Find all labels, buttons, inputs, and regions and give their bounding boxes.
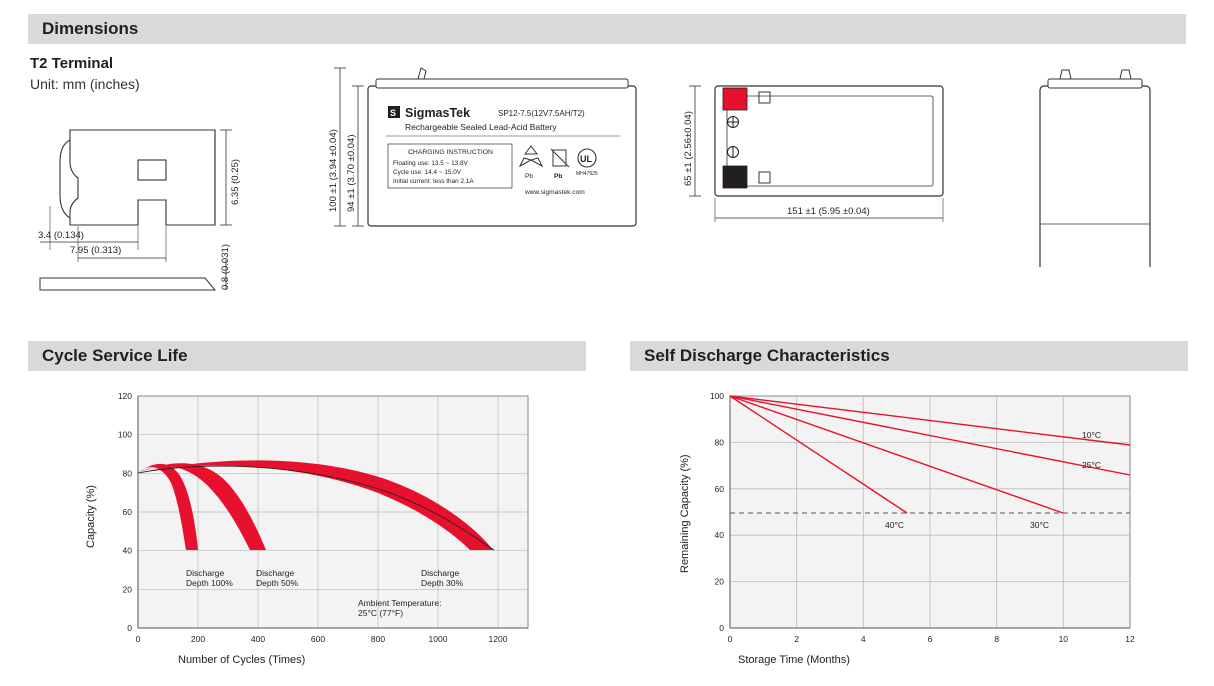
terminal-height-dim: 6.35 (0.25) (230, 159, 241, 205)
ul-icon (576, 149, 598, 177)
annot-depth-50-l2: Depth 50% (256, 578, 299, 588)
label-40c: 40°C (885, 520, 904, 530)
label-10c: 10°C (1082, 430, 1101, 440)
svg-text:8: 8 (994, 634, 1000, 644)
charging-line-3: Initial current: less than 2.1A (393, 178, 474, 185)
svg-text:400: 400 (250, 634, 266, 644)
battery-front-view (320, 62, 670, 267)
charging-line-2: Cycle use: 14.4 ~ 15.0V (393, 169, 462, 176)
annot-ambient-l1: Ambient Temperature: (358, 598, 442, 608)
front-case-height-dim: 94 ±1 (3.70 ±0.04) (346, 134, 357, 212)
svg-text:60: 60 (122, 507, 132, 517)
label-brand: SigmasTek (405, 106, 471, 120)
svg-text:800: 800 (370, 634, 386, 644)
dimensions-section-header (28, 14, 1186, 44)
ul-file: MH47925 (576, 171, 598, 177)
dimensions-section-title: Dimensions (42, 19, 139, 38)
cycle-service-life-chart (28, 378, 588, 668)
charging-title: CHARGING INSTRUCTION (408, 149, 493, 156)
top-depth-dim: 65 ±1 (2.56±0.04) (683, 111, 694, 186)
battery-side-view (1020, 62, 1190, 267)
terminal-width-small-dim: 3.4 (0.134) (38, 230, 84, 241)
charging-line-1: Floating use: 13.5 ~ 13.8V (393, 160, 468, 167)
top-length-dim: 151 ±1 (5.95 ±0.04) (787, 206, 870, 217)
svg-text:600: 600 (310, 634, 326, 644)
self-discharge-header (630, 341, 1188, 371)
cycle-xlabel: Number of Cycles (Times) (178, 654, 306, 666)
self-xlabel: Storage Time (Months) (738, 654, 850, 666)
svg-text:0: 0 (127, 623, 132, 633)
svg-text:0: 0 (135, 634, 141, 644)
annot-depth-30-l1: Discharge (421, 568, 460, 578)
svg-text:100: 100 (709, 391, 724, 401)
battery-top-view (675, 62, 965, 267)
svg-text:200: 200 (190, 634, 206, 644)
svg-text:0: 0 (719, 623, 724, 633)
positive-terminal (723, 88, 747, 110)
self-discharge-title: Self Discharge Characteristics (644, 346, 890, 365)
svg-text:2: 2 (794, 634, 800, 644)
label-website: www.sigmastek.com (525, 189, 585, 196)
cycle-service-life-title: Cycle Service Life (42, 346, 188, 365)
label-model: SP12-7.5(12V7.5AH/T2) (498, 109, 585, 118)
svg-text:20: 20 (122, 584, 132, 595)
svg-text:1200: 1200 (488, 634, 508, 644)
svg-text:4: 4 (860, 634, 866, 644)
svg-text:100: 100 (117, 429, 132, 440)
svg-text:20: 20 (714, 576, 724, 587)
annot-ambient-l2: 25°C (77°F) (358, 608, 404, 618)
annot-depth-30-l2: Depth 30% (421, 578, 464, 588)
label-subtitle: Rechargeable Sealed Lead-Acid Battery (405, 122, 557, 132)
terminal-drawing (30, 100, 290, 310)
terminal-width-mid-dim: 7.95 (0.313) (70, 245, 122, 256)
annot-depth-100-l2: Depth 100% (186, 578, 233, 588)
cycle-service-life-header (28, 341, 586, 371)
front-total-height-dim: 100 ±1 (3.94 ±0.04) (328, 129, 339, 212)
terminal-thickness-dim: 0.8 (0.031) (220, 244, 231, 290)
pb-text: Pb (554, 173, 563, 180)
label-25c: 25°C (1082, 460, 1101, 470)
svg-text:10: 10 (1058, 634, 1069, 644)
annot-depth-50-l1: Discharge (256, 568, 295, 578)
annot-depth-100-l1: Discharge (186, 568, 225, 578)
svg-text:40: 40 (714, 530, 724, 541)
cycle-ylabel: Capacity (%) (85, 485, 97, 548)
svg-text:0: 0 (727, 634, 733, 644)
svg-text:12: 12 (1125, 634, 1135, 644)
svg-text:80: 80 (122, 468, 132, 479)
t2-terminal-title: T2 Terminal (30, 55, 114, 72)
svg-text:60: 60 (714, 483, 724, 494)
svg-text:Pb: Pb (525, 173, 533, 180)
self-ylabel: Remaining Capacity (%) (679, 454, 691, 573)
svg-text:6: 6 (927, 634, 933, 644)
label-30c: 30°C (1030, 520, 1049, 530)
negative-terminal (723, 166, 747, 188)
svg-text:S: S (390, 108, 397, 118)
svg-text:120: 120 (117, 391, 132, 401)
svg-text:80: 80 (714, 437, 724, 448)
self-discharge-chart (630, 378, 1190, 668)
svg-text:1000: 1000 (428, 634, 448, 644)
svg-text:40: 40 (122, 545, 132, 556)
unit-label: Unit: mm (inches) (30, 76, 140, 92)
ul-mark: UL (580, 154, 592, 164)
